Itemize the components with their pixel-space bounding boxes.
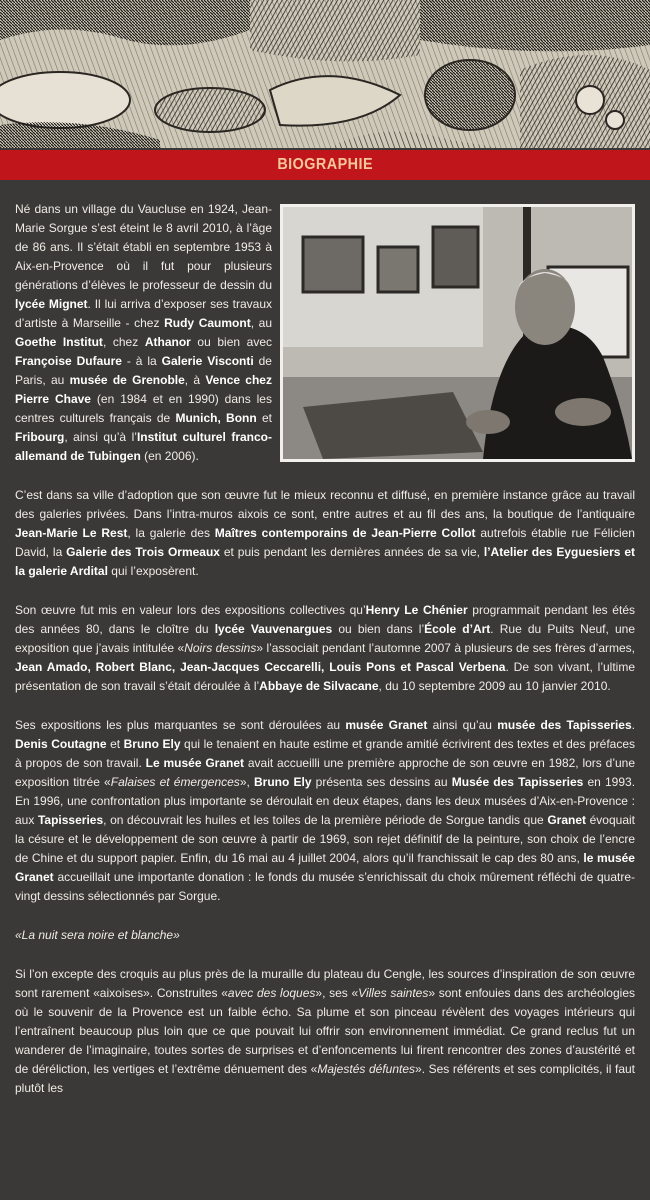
text-run: autrefois établie rue Félicien David, la <box>15 526 635 559</box>
bold-name: Maîtres contemporains de Jean-Pierre Collot <box>214 526 476 540</box>
text-run: en 1993. En 1996, une confrontation plus importante se déroulait en deux étapes, dans les deux musées d’Aix-en-Provence : aux <box>15 775 636 827</box>
text-run: qui le tenaient en haute estime et grande amitié écrivirent des textes et des préfaces à propos de son travail. <box>15 737 636 770</box>
bold-name: Institut culturel franco-allemand de Tubingen <box>15 430 272 463</box>
bold-name: Jean Amado, Robert Blanc, Jean-Jacques Ceccarelli, Louis Pons et Pascal Verbena <box>15 660 506 674</box>
subheading-quote: «La nuit sera noire et blanche» <box>15 928 180 942</box>
text-run: », <box>239 775 254 789</box>
bold-name: Fribourg <box>15 430 65 444</box>
paragraph-2 <box>15 486 635 581</box>
text-run: et <box>256 411 272 425</box>
text-run: Ses expositions les plus marquantes se sont déroulées au <box>15 718 346 732</box>
text-run: , la galerie des <box>127 526 215 540</box>
paragraph-5 <box>15 965 635 1098</box>
text-run: présenta ses dessins au <box>311 775 452 789</box>
bold-name: Athanor <box>144 335 191 349</box>
text-run: et puis pendant les dernières années de sa vie, <box>219 545 484 559</box>
text-run: ou bien avec <box>190 335 273 349</box>
bold-name: l’Atelier des Eyguesiers et la galerie Ardital <box>15 545 635 578</box>
text-run: (en 2006). <box>140 449 199 463</box>
paragraph-3 <box>15 601 635 696</box>
text-run: , on découvrait les huiles et les toiles de la première période de Sorgue tandis que <box>103 813 548 827</box>
italic-title: Majestés défuntes <box>317 1062 416 1076</box>
bold-name: lycée Mignet <box>15 297 88 311</box>
bold-name: Henry Le Chénier <box>365 603 468 617</box>
biography-text <box>15 200 635 1118</box>
engraving-artwork <box>0 0 650 148</box>
text-run: , à <box>184 373 206 387</box>
text-run: , chez <box>102 335 145 349</box>
text-run: Né dans un village du Vaucluse en 1924, Jean-Marie Sorgue s’est éteint le 8 avril 2010, à l’âge de 86 ans. Il s’était établi en septembre 1953 à Aix-en-Provence où il fut pour plusieurs générations d’élèves le professeur de dessin du <box>15 202 272 292</box>
text-run: . De son vivant, l’ultime présentation de son travail s’était déroulée à l’ <box>15 660 636 693</box>
text-run: ou bien dans l’ <box>332 622 425 636</box>
italic-title: avec des loques <box>227 986 316 1000</box>
text-run: ainsi qu’au <box>427 718 498 732</box>
italic-title: Villes saintes <box>358 986 429 1000</box>
bold-name: musée des Tapisseries <box>497 718 632 732</box>
bold-name: le musée Granet <box>15 851 635 884</box>
italic-title: Noirs dessins <box>184 641 257 655</box>
text-run: . Rue du Puits Neuf, une exposition que j’avais intitulée « <box>15 622 635 655</box>
text-run: », ses « <box>315 986 359 1000</box>
text-run: (en 1984 et en 1990) dans les centres culturels français de <box>15 392 272 425</box>
text-run: accueillait une importante donation : le fonds du musée s’enrichissait du choix mûrement réfléchi de quatre-vingt dessins sélectionnés par Sorgue. <box>15 870 635 903</box>
bold-name: Bruno Ely <box>123 737 181 751</box>
section-title: BIOGRAPHIE <box>277 156 373 173</box>
text-run: . <box>631 718 635 732</box>
text-run: évoquait la césure et le développement de son œuvre à partir de 1969, son rejet définitif de la peinture, son choix de l’encre de Chine et du support papier. Enfin, du 16 mai au 4 juillet 2004, alors qu’il franchissait le cap des 80 ans, <box>15 813 635 865</box>
text-run: Son œuvre fut mis en valeur lors des expositions collectives qu’ <box>15 603 366 617</box>
text-run: , du 10 septembre 2009 au 10 janvier 2010. <box>378 679 611 693</box>
text-run: - à la <box>121 354 162 368</box>
artist-in-studio-photo <box>283 207 632 459</box>
text-run: programmait pendant les étés des années 80, dans le cloître du <box>15 603 635 636</box>
text-run: et <box>106 737 124 751</box>
header-engraving-banner <box>0 0 650 148</box>
paragraph-4 <box>15 716 635 906</box>
bold-name: Vence chez Pierre Chave <box>15 373 272 406</box>
text-run: » l’associait pendant l’automne 2007 à plusieurs de ses frères d’armes, <box>256 641 635 655</box>
bold-name: Françoise Dufaure <box>15 354 122 368</box>
text-run: ». Ses référents et ses complicités, il faut plutôt les <box>15 1062 636 1095</box>
text-run: avait accueilli une première approche de son œuvre en 1982, lors d’une exposition titrée « <box>15 756 636 789</box>
text-run: Si l’on excepte des croquis au plus près de la muraille du plateau du Cengle, les sources d’inspiration de son œuvre sont rarement «aixoises». Construites « <box>15 967 635 1000</box>
italic-title: Falaises et émergences <box>110 775 240 789</box>
text-run: C’est dans sa ville d’adoption que son œuvre fut le mieux reconnu et diffusé, en première instance grâce au travail des galeries privées. Dans l’intra-muros aixois ce sont, entre autres et au fil des ans, la boutique de l’antiquaire <box>15 488 635 521</box>
bold-name: École d’Art <box>424 622 491 636</box>
bold-name: musée de Grenoble <box>69 373 185 387</box>
bold-name: Granet <box>547 813 586 827</box>
bold-name: Goethe Institut <box>15 335 103 349</box>
bold-name: Galerie Visconti <box>161 354 254 368</box>
text-run: de Paris, au <box>15 354 272 387</box>
bold-name: lycée Vauvenargues <box>214 622 333 636</box>
bold-name: Jean-Marie Le Rest <box>15 526 128 540</box>
artist-photo <box>280 204 635 462</box>
bold-name: Denis Coutagne <box>15 737 107 751</box>
bold-name: Musée des Tapisseries <box>451 775 584 789</box>
bold-name: Le musée Granet <box>145 756 245 770</box>
section-title-bar <box>0 150 650 180</box>
text-run: , ainsi qu’à l’ <box>64 430 137 444</box>
bold-name: Munich, Bonn <box>175 411 257 425</box>
bold-name: Rudy Caumont <box>164 316 251 330</box>
text-run: . Il lui arriva d’exposer ses travaux d’artiste à Marseille - chez <box>15 297 273 330</box>
bold-name: Abbaye de Silvacane <box>259 679 379 693</box>
text-run: , au <box>250 316 272 330</box>
bold-name: Galerie des Trois Ormeaux <box>66 545 220 559</box>
text-run: » sont enfouies dans des archéologies où le souvenir de la Provence est un faible écho. Sa plume et son pinceau révèlent des voyages intérieurs qui l’entraînent beaucoup plus loin que ce que pouvait lui offrir son environnement immédiat. Ce grand reclus fut un wanderer de l’imaginaire, toutes sortes de surprises et d’enfoncements lui firent rencontrer des zones d’austérité et de déréliction, les vertiges et l’extrême dénuement des « <box>15 986 635 1076</box>
text-run: qui l’exposèrent. <box>107 564 199 578</box>
bold-name: musée Granet <box>345 718 428 732</box>
bold-name: Bruno Ely <box>254 775 312 789</box>
bold-name: Tapisseries <box>37 813 104 827</box>
